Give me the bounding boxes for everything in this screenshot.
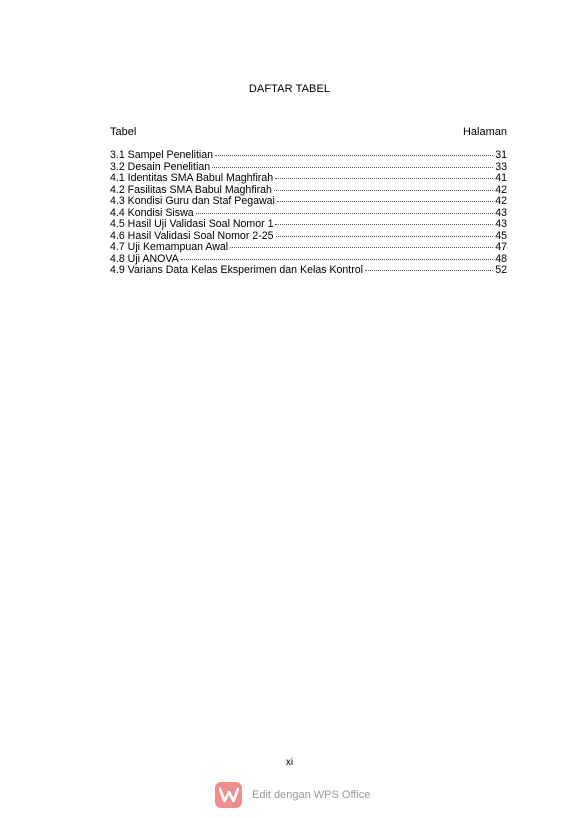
- dot-leader: [365, 270, 493, 271]
- toc-entry: [110, 242, 507, 254]
- toc-entry-page: 31: [495, 149, 507, 161]
- dot-leader: [274, 190, 493, 191]
- column-header-tabel: Tabel: [110, 126, 137, 138]
- toc-entry-label: 4.9 Varians Data Kelas Eksperimen dan Kelas Kontrol: [110, 264, 364, 276]
- page-title: DAFTAR TABEL: [248, 83, 331, 95]
- toc-entry-label: 4.3 Kondisi Guru dan Staf Pegawai: [110, 195, 275, 207]
- toc-entry: [110, 219, 507, 231]
- dot-leader: [277, 201, 493, 202]
- wps-watermark[interactable]: [215, 781, 370, 809]
- toc-entry-label: 3.1 Sampel Penelitian: [110, 149, 214, 161]
- toc-entry-label: 4.1 Identitas SMA Babul Maghfirah: [110, 172, 274, 184]
- toc-entry-label: 4.8 Uji ANOVA: [110, 252, 179, 265]
- dot-leader: [181, 259, 493, 260]
- watermark-text: Edit dengan WPS Office: [252, 789, 371, 801]
- toc-entry-page: 42: [495, 183, 507, 196]
- toc-entry-page: 43: [495, 206, 507, 219]
- dot-leader: [275, 224, 493, 225]
- toc-entry: [110, 265, 507, 277]
- toc-entry-page: 33: [495, 160, 507, 173]
- toc-entry-page: 41: [495, 172, 507, 184]
- page-number: xi: [285, 757, 294, 768]
- dot-leader: [196, 213, 493, 214]
- toc-entry: [110, 150, 507, 162]
- table-of-tables: [110, 150, 507, 277]
- toc-entry: [110, 196, 507, 208]
- toc-entry-label: 4.4 Kondisi Siswa: [110, 206, 194, 219]
- toc-entry-label: 4.2 Fasilitas SMA Babul Maghfirah: [110, 183, 272, 196]
- column-headers: [110, 126, 507, 140]
- wps-logo-icon: [215, 782, 242, 808]
- toc-entry: [110, 173, 507, 185]
- toc-entry-page: 42: [495, 195, 507, 207]
- toc-entry-page: 45: [495, 229, 507, 242]
- dot-leader: [215, 155, 493, 156]
- toc-entry-label: 4.6 Hasil Validasi Soal Nomor 2-25: [110, 229, 274, 242]
- dot-leader: [212, 167, 493, 168]
- toc-entry-page: 47: [495, 241, 507, 253]
- dot-leader: [276, 236, 494, 237]
- dot-leader: [275, 178, 493, 179]
- toc-entry-page: 43: [495, 218, 507, 230]
- toc-entry-label: 3.2 Desain Penelitian: [110, 160, 211, 173]
- column-header-halaman: Halaman: [462, 126, 507, 138]
- toc-entry-page: 48: [495, 252, 507, 265]
- dot-leader: [230, 247, 493, 248]
- toc-entry-label: 4.7 Uji Kemampuan Awal: [110, 241, 229, 253]
- toc-entry-page: 52: [495, 264, 507, 276]
- toc-entry-label: 4.5 Hasil Uji Validasi Soal Nomor 1: [110, 218, 274, 230]
